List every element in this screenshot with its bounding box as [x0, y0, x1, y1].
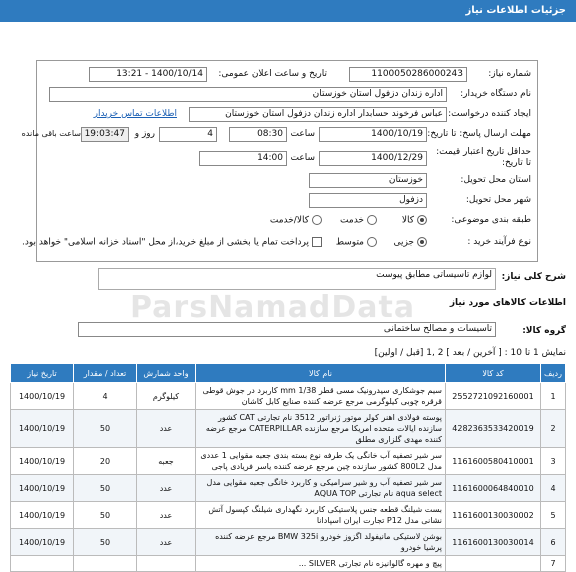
table-row[interactable]: [11, 556, 566, 572]
purchase-type-label: نوع فرآیند خرید :: [467, 237, 531, 247]
cell-qty: 20: [74, 448, 137, 475]
cell-row: 7: [541, 556, 566, 572]
category-goods-service-text: کالا/خدمت: [269, 215, 309, 226]
category-service-option[interactable]: [340, 215, 377, 226]
table-row[interactable]: [11, 410, 566, 448]
buyer-contact-link[interactable]: اطلاعات تماس خریدار: [93, 109, 177, 119]
cell-name: سر شیر تصفیه آب رو شیر سرامیکی و کاربرد خانگی جعبه مقوایی مدل aqua select نام تجارتی AQUA TOP: [196, 475, 446, 502]
col-name: نام کالا: [196, 364, 446, 383]
treasury-option[interactable]: [22, 237, 322, 248]
cell-date: 1400/10/19: [11, 410, 74, 448]
purchase-medium-text: متوسط: [335, 237, 364, 248]
cell-code: [446, 556, 541, 572]
announce-datetime-label: تاریخ و ساعت اعلان عمومی:: [218, 69, 327, 79]
cell-qty: 50: [74, 502, 137, 529]
col-code: کد کالا: [446, 364, 541, 383]
cell-date: 1400/10/19: [11, 475, 74, 502]
cell-row: 4: [541, 475, 566, 502]
cell-unit: عدد: [137, 529, 196, 556]
cell-code: 4282363533420019: [446, 410, 541, 448]
announce-datetime-field: 1400/10/14 - 13:21: [89, 67, 207, 82]
validity-time-field: 14:00: [199, 151, 287, 166]
cell-unit: جعبه: [137, 448, 196, 475]
purchase-partial-option[interactable]: [393, 237, 427, 248]
category-service-text: خدمت: [340, 215, 364, 226]
cell-name: بست شیلنگ قطعه جنس پلاستیکی کاربرد نگهداری شیلنگ کپسول آتش نشانی مدل P12 تجارت ایران اسپادانا: [196, 502, 446, 529]
cell-name: پیچ و مهره گالوانیزه نام تجارتی SILVER ...: [196, 556, 446, 572]
col-row: ردیف: [541, 364, 566, 383]
goods-group-field: تاسیسات و مصالح ساختمانی: [78, 322, 496, 337]
cell-date: 1400/10/19: [11, 502, 74, 529]
cell-date: 1400/10/19: [11, 448, 74, 475]
cell-code: 1161600064840010: [446, 475, 541, 502]
summary-label: شرح کلی نیاز:: [501, 272, 566, 282]
col-unit: واحد شمارش: [137, 364, 196, 383]
cell-unit: عدد: [137, 502, 196, 529]
cell-code: 1161600130030014: [446, 529, 541, 556]
watermark: ParsNamadData: [130, 290, 416, 325]
cell-row: 1: [541, 383, 566, 410]
page-header: جزئیات اطلاعات نیاز: [0, 0, 576, 22]
pagination[interactable]: نمایش 1 تا 10 : [ آخرین / بعد ] 2 ,1 [قبل / اولین]: [374, 348, 566, 358]
remaining-label: ساعت باقی مانده: [21, 129, 81, 138]
category-label: طبقه بندی موضوعی:: [451, 215, 531, 225]
checkbox-icon: [312, 237, 322, 247]
cell-qty: 4: [74, 383, 137, 410]
cell-name: پوسته فولادی اهنر کولر موتور ژنراتور 3512 نام تجارتی CAT کشور سازنده ایالات متحده امریکا مرجع سازنده CATERPILLAR مرجع عرضه کننده مهدی گلزاری مطلق: [196, 410, 446, 448]
need-number-label: شماره نیاز:: [488, 69, 531, 79]
cell-qty: [74, 556, 137, 572]
cell-qty: 50: [74, 410, 137, 448]
city-label: شهر محل تحویل:: [465, 195, 531, 205]
deadline-time-field: 08:30: [229, 127, 287, 142]
cell-row: 5: [541, 502, 566, 529]
cell-name: سر شیر تصفیه آب خانگی یک طرفه نوع بسته بندی جعبه مقوایی 1 عددی مدل 800L2 کشور سازنده چین مرجع عرضه کننده یاسر فریادی پاجی: [196, 448, 446, 475]
province-label: استان محل تحویل:: [460, 175, 531, 185]
cell-row: 2: [541, 410, 566, 448]
table-row[interactable]: [11, 475, 566, 502]
goods-table: [10, 363, 566, 572]
days-field: 4: [159, 127, 217, 142]
cell-unit: عدد: [137, 410, 196, 448]
cell-code: 1161600580410001: [446, 448, 541, 475]
city-field: دزفول: [309, 193, 427, 208]
cell-date: [11, 556, 74, 572]
deadline-date-field: 1400/10/19: [319, 127, 427, 142]
treasury-note-text: پرداخت تمام یا بخشی از مبلغ خرید،از محل "اسناد خزانه اسلامی" خواهد بود.: [21, 237, 309, 248]
goods-info-title: اطلاعات کالاهای مورد نیاز: [449, 298, 566, 308]
category-goods-service-option[interactable]: [270, 215, 322, 226]
radio-icon: [367, 237, 377, 247]
summary-field: لوازم تاسیساتی مطابق پیوست: [98, 268, 496, 290]
requester-label: ایجاد کننده درخواست:: [448, 109, 531, 119]
cell-unit: کیلوگرم: [137, 383, 196, 410]
cell-code: 2552721092160001: [446, 383, 541, 410]
table-row[interactable]: [11, 383, 566, 410]
cell-name: بوشن لاستیکی مانیفولد اگزوز خودرو BMW 325i مرجع عرضه کننده پرشیا خودرو: [196, 529, 446, 556]
radio-icon: [367, 215, 377, 225]
cell-row: 6: [541, 529, 566, 556]
validity-time-label: ساعت: [290, 153, 315, 163]
need-details-box: [21, 60, 538, 262]
goods-group-label: گروه کالا:: [522, 326, 566, 336]
buyer-org-field: اداره زندان دزفول استان خوزستان: [49, 87, 447, 102]
validity-date-field: 1400/12/29: [319, 151, 427, 166]
need-number-field: 1100050286000243: [349, 67, 467, 82]
purchase-medium-option[interactable]: [336, 237, 377, 248]
cell-date: 1400/10/19: [11, 529, 74, 556]
cell-name: سیم جوشکاری سیدرونیک مسی قطر mm 1/38 کاربرد در جوش قوطی قرقره چوبی کیلوگرمی مرجع عرضه کننده صنایع کابل کاشان: [196, 383, 446, 410]
cell-unit: [137, 556, 196, 572]
purchase-partial-text: جزیی: [393, 237, 414, 248]
radio-selected-icon: [417, 237, 427, 247]
buyer-org-label: نام دستگاه خریدار:: [460, 89, 531, 99]
col-date: تاریخ نیاز: [11, 364, 74, 383]
cell-date: 1400/10/19: [11, 383, 74, 410]
table-row[interactable]: [11, 529, 566, 556]
category-goods-option[interactable]: [402, 215, 427, 226]
cell-code: 1161600130030002: [446, 502, 541, 529]
radio-icon: [312, 215, 322, 225]
province-field: خوزستان: [309, 173, 427, 188]
col-qty: تعداد / مقدار: [74, 364, 137, 383]
validity-label: حداقل تاریخ اعتبار قیمت: تا تاریخ:: [436, 147, 531, 168]
table-row[interactable]: [11, 502, 566, 529]
remaining-time-field: 19:03:47: [81, 127, 129, 142]
cell-qty: 50: [74, 475, 137, 502]
requester-field: عباس فرخوند حسابدار اداره زندان دزفول استان خوزستان: [189, 107, 447, 122]
category-goods-text: کالا: [401, 215, 414, 226]
days-label: روز و: [134, 129, 155, 139]
cell-qty: 50: [74, 529, 137, 556]
cell-unit: عدد: [137, 475, 196, 502]
table-row[interactable]: [11, 448, 566, 475]
radio-selected-icon: [417, 215, 427, 225]
cell-row: 3: [541, 448, 566, 475]
deadline-time-label: ساعت: [290, 129, 315, 139]
deadline-label: مهلت ارسال پاسخ: تا تاریخ:: [427, 129, 531, 139]
